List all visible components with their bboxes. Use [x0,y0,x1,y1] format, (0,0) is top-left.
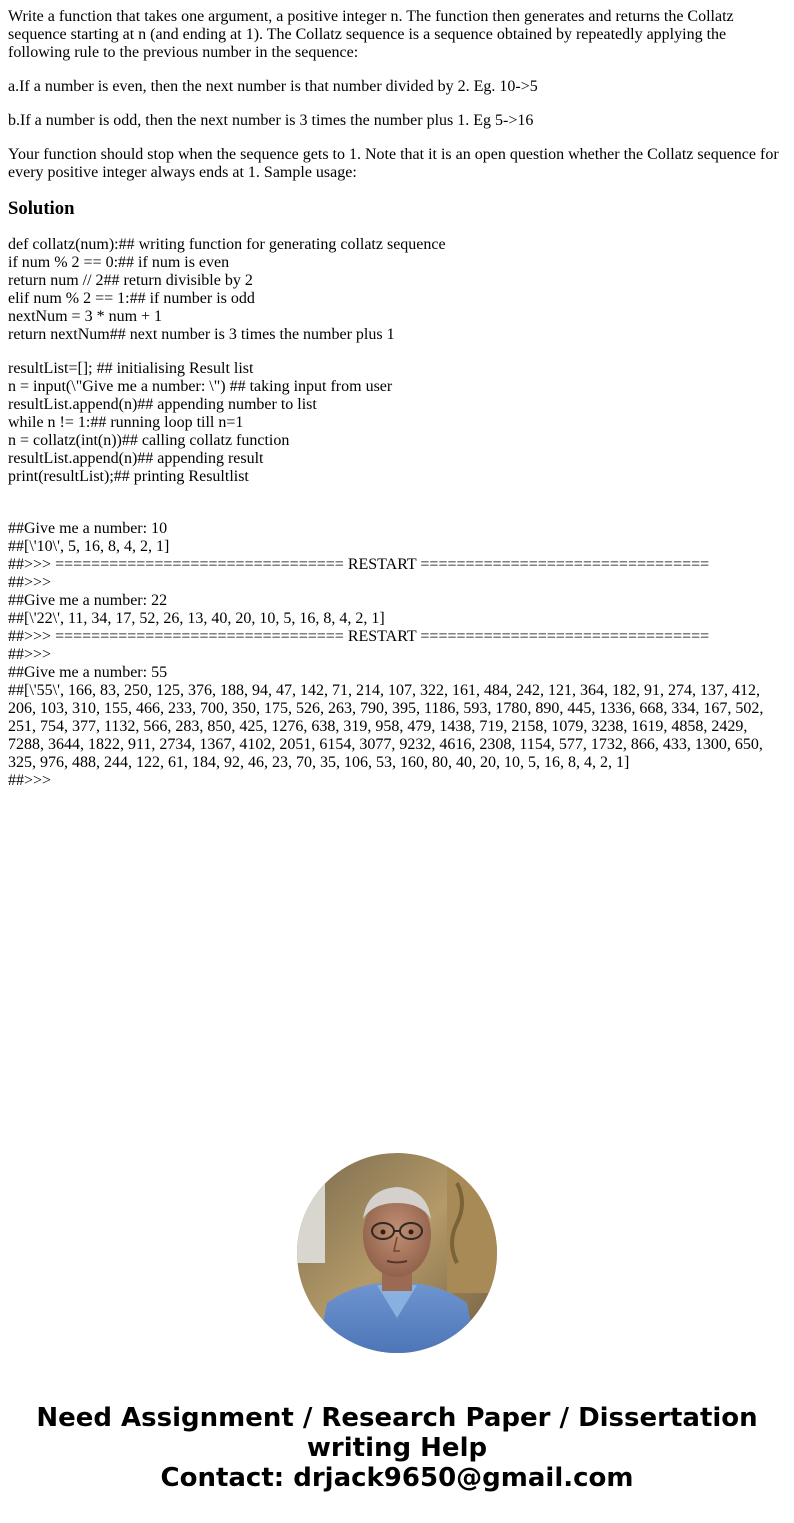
footer-line-1: Need Assignment / Research Paper / Dissertation [36,1403,758,1433]
output-line: ##>>> ================================ RESTART ================================ [8,556,710,573]
output-line: ##>>> ================================ RESTART ================================ [8,628,710,645]
solution-heading: Solution [8,198,75,219]
footer-line-2: writing Help [306,1433,488,1463]
code-line: if num % 2 == 0:## if num is even [8,254,230,271]
code-line: return num // 2## return divisible by 2 [8,272,253,289]
code-line: return nextNum## next number is 3 times the number plus 1 [8,326,395,343]
output-line: ##[\'22\', 11, 34, 17, 52, 26, 13, 40, 20, 10, 5, 16, 8, 4, 2, 1] [8,610,385,627]
document-body [8,8,786,790]
function-code-block [8,236,786,344]
rule-odd: b.If a number is odd, then the next number is 3 times the number plus 1. Eg 5->16 [8,112,534,129]
output-line: ##[\'10\', 5, 16, 8, 4, 2, 1] [8,538,170,555]
output-long-sequence: ##[\'55\', 166, 83, 250, 125, 376, 188, 94, 47, 142, 71, 214, 107, 322, 161, 484, 242, 121, 364, 182, 91, 274, 137, 412, 206, 103, 310, 155, 466, 233, 700, 350, 175, 526, 263, 790, 395, 1186, 593, 1780, 890, 445, 1336, 668, 334, 167, 502, 251, 754, 377, 1132, 566, 283, 850, 425, 1276, 638, 319, 958, 479, 1438, 719, 2158, 1079, 3238, 1619, 4858, 2429, 7288, 3644, 1822, 911, 2734, 1367, 4102, 2051, 6154, 3077, 9232, 4616, 2308, 1154, 577, 1732, 866, 433, 1300, 650, 325, 976, 488, 244, 122, 61, 184, 92, 46, 23, 70, 35, 106, 53, 160, 80, 40, 20, 10, 5, 16, 8, 4, 2, 1] [8,682,764,771]
output-line: ##>>> [8,646,52,663]
author-photo-image [297,1153,497,1353]
code-line: nextNum = 3 * num + 1 [8,308,163,325]
main-code-block [8,360,786,486]
output-line: ##Give me a number: 22 [8,592,168,609]
author-photo-avatar [297,1153,497,1353]
code-line: print(resultList);## printing Resultlist [8,468,249,485]
output-line: ##Give me a number: 55 [8,664,168,681]
code-line: def collatz(num):## writing function for generating collatz sequence [8,236,446,253]
output-line: ##>>> [8,574,52,591]
code-line: n = input(\"Give me a number: \") ## taking input from user [8,378,393,395]
footer-advert [0,1403,794,1493]
question-intro: Write a function that takes one argument, a positive integer n. The function then generates and returns the Collatz sequence starting at n (and ending at 1). The Collatz sequence is a sequence obtained by repeatedly applying the following rule to the previous number in the sequence: [8,8,734,61]
sample-output-block [8,520,786,790]
code-line: resultList=[]; ## initialising Result list [8,360,254,377]
code-line: elif num % 2 == 1:## if number is odd [8,290,255,307]
code-line: n = collatz(int(n))## calling collatz function [8,432,290,449]
output-line: ##Give me a number: 10 [8,520,168,537]
output-line: ##>>> [8,772,52,789]
rule-even: a.If a number is even, then the next number is that number divided by 2. Eg. 10->5 [8,78,538,95]
code-line: resultList.append(n)## appending number to list [8,396,317,413]
footer-contact: Contact: drjack9650@gmail.com [160,1463,634,1493]
stop-note: Your function should stop when the sequence gets to 1. Note that it is an open question whether the Collatz sequence for every positive integer always ends at 1. Sample usage: [8,146,779,181]
code-line: while n != 1:## running loop till n=1 [8,414,244,431]
code-line: resultList.append(n)## appending result [8,450,264,467]
